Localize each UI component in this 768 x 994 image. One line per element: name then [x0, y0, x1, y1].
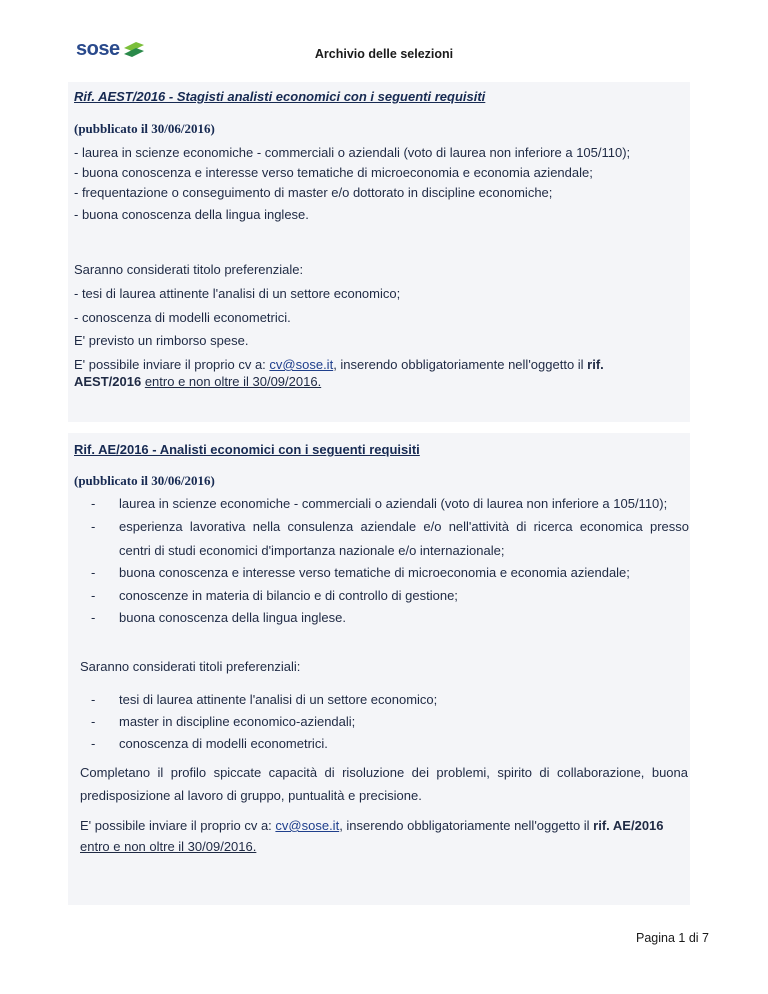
preference-intro: Saranno considerati titoli preferenziali: [80, 659, 301, 674]
preference-item: tesi di laurea attinente l'analisi di un settore economico; [119, 692, 438, 707]
apply-mid: , inserendo obbligatoriamente nell'oggetto il [339, 818, 594, 833]
document-header-title: Archivio delle selezioni [314, 47, 454, 61]
preference-intro: Saranno considerati titolo preferenziale: [74, 262, 304, 277]
apply-mid: , inserendo obbligatoriamente nell'oggetto il [333, 357, 588, 372]
bullet-dash: - [91, 736, 96, 751]
deadline: entro e non oltre il 30/09/2016. [80, 839, 257, 854]
section-1-title: Rif. AEST/2016 - Stagisti analisti economici con i seguenti requisiti [74, 89, 486, 104]
bullet-dash: - [91, 565, 96, 580]
apply-prefix: E' possibile inviare il proprio cv a: [80, 818, 276, 833]
profile-text: Completano il profilo spiccate capacità di risoluzione dei problemi, spirito di collaborazione, buona [80, 765, 688, 780]
section-1-published: (pubblicato il 30/06/2016) [74, 121, 215, 136]
bullet-dash: - [91, 496, 96, 511]
page-number: Pagina 1 di 7 [636, 931, 709, 945]
email-link[interactable]: cv@sose.it [275, 818, 340, 833]
deadline: entro e non oltre il 30/09/2016. [144, 374, 322, 389]
apply-prefix: E' possibile inviare il proprio cv a: [74, 357, 270, 372]
section-2-published: (pubblicato il 30/06/2016) [74, 473, 215, 488]
requirement-item: buona conoscenza della lingua inglese. [119, 610, 346, 625]
bullet-dash: - [91, 610, 96, 625]
email-link[interactable]: cv@sose.it [269, 357, 334, 372]
section-2-title: Rif. AE/2016 - Analisti economici con i seguenti requisiti [74, 442, 420, 457]
refund-note: E' previsto un rimborso spese. [74, 333, 249, 348]
ref-code: AEST/2016 [74, 374, 142, 389]
preference-item: master in discipline economico-aziendali; [119, 714, 356, 729]
preference-item: - conoscenza di modelli econometrici. [74, 310, 291, 325]
apply-instructions [80, 818, 664, 833]
apply-instructions-cont [74, 374, 321, 389]
ref-code: rif. [587, 357, 604, 372]
bullet-dash: - [91, 692, 96, 707]
profile-text-cont: predisposizione al lavoro di gruppo, puntualità e precisione. [80, 788, 422, 803]
requirement-item: - frequentazione o conseguimento di master e/o dottorato in discipline economiche; [74, 185, 553, 200]
requirement-item-cont: centri di studi economici d'importanza nazionale e/o internazionale; [119, 543, 505, 558]
requirement-item: - laurea in scienze economiche - commerciali o aziendali (voto di laurea non inferiore a 105/110); [74, 145, 631, 160]
bullet-dash: - [91, 588, 96, 603]
requirement-item: - buona conoscenza e interesse verso tematiche di microeconomia e economia aziendale; [74, 165, 593, 180]
requirement-item: buona conoscenza e interesse verso tematiche di microeconomia e economia aziendale; [119, 565, 630, 580]
requirement-item: - buona conoscenza della lingua inglese. [74, 207, 309, 222]
apply-instructions [74, 357, 604, 372]
ref-code: rif. AE/2016 [593, 818, 664, 833]
requirement-item: conoscenze in materia di bilancio e di controllo di gestione; [119, 588, 458, 603]
preference-item: - tesi di laurea attinente l'analisi di un settore economico; [74, 286, 401, 301]
logo-text: sose [76, 38, 120, 60]
preference-item: conoscenza di modelli econometrici. [119, 736, 328, 751]
bullet-dash: - [91, 714, 96, 729]
requirement-item: esperienza lavorativa nella consulenza aziendale e/o nell'attività di ricerca economica presso [119, 519, 689, 534]
bullet-dash: - [91, 519, 96, 534]
requirement-item: laurea in scienze economiche - commerciali o aziendali (voto di laurea non inferiore a 105/110); [119, 496, 668, 511]
apply-instructions-cont [80, 839, 256, 854]
